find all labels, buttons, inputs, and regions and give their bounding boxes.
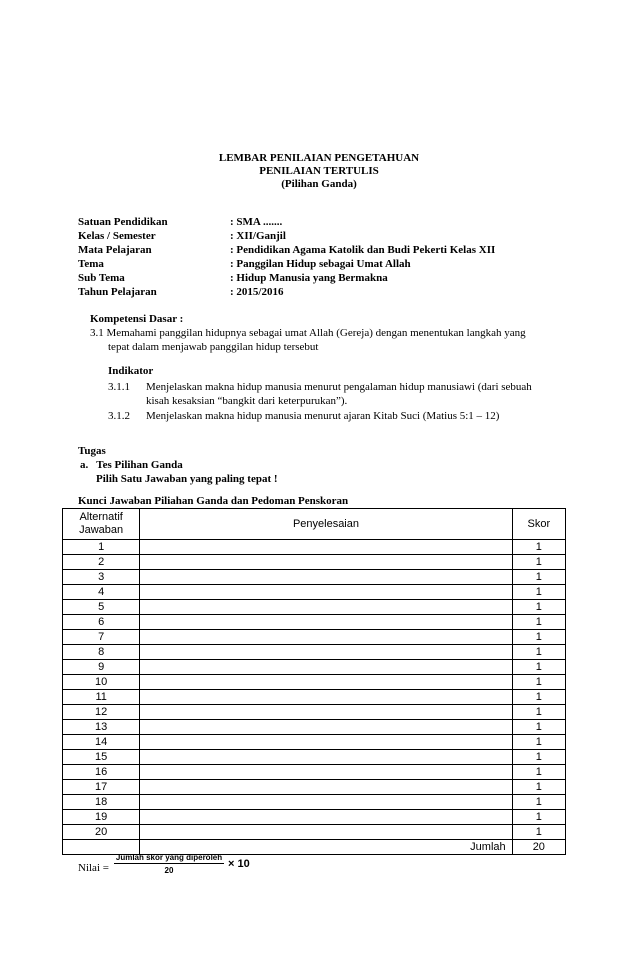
info-label: Tema <box>78 258 104 270</box>
answer-score: 1 <box>512 825 565 840</box>
answer-score: 1 <box>512 735 565 750</box>
table-row <box>63 645 566 660</box>
answer-solution-cell <box>140 705 512 720</box>
answer-score: 1 <box>512 600 565 615</box>
answer-solution-cell <box>140 690 512 705</box>
answer-score: 1 <box>512 660 565 675</box>
answer-score: 1 <box>512 705 565 720</box>
table-row <box>63 780 566 795</box>
answer-solution-cell <box>140 795 512 810</box>
table-row <box>63 585 566 600</box>
answer-number: 16 <box>63 765 140 780</box>
formula-numerator: Jumlah skor yang diperoleh <box>115 853 223 862</box>
answer-solution-cell <box>140 780 512 795</box>
indikator-heading: Indikator <box>108 365 154 377</box>
indikator-text: Menjelaskan makna hidup manusia menurut ajaran Kitab Suci (Matius 5:1 – 12) <box>146 410 500 422</box>
answer-solution-cell <box>140 660 512 675</box>
info-value: : XII/Ganjil <box>230 230 286 242</box>
nilai-label: Nilai = <box>78 862 109 874</box>
formula-denominator: 20 <box>164 866 174 875</box>
answer-score: 1 <box>512 540 565 555</box>
table-row <box>63 600 566 615</box>
info-value: : Pendidikan Agama Katolik dan Budi Pekerti Kelas XII <box>230 244 496 256</box>
answer-solution-cell <box>140 630 512 645</box>
info-value: : Panggilan Hidup sebagai Umat Allah <box>230 258 411 270</box>
answer-score: 1 <box>512 795 565 810</box>
answer-score: 1 <box>512 570 565 585</box>
answer-solution-cell <box>140 540 512 555</box>
table-row <box>63 690 566 705</box>
info-row <box>78 258 598 272</box>
table-body <box>63 540 566 840</box>
table-row <box>63 720 566 735</box>
answer-number: 2 <box>63 555 140 570</box>
table-row <box>63 615 566 630</box>
answer-number: 4 <box>63 585 140 600</box>
answer-solution-cell <box>140 600 512 615</box>
doc-subtitle: PENILAIAN TERTULIS <box>259 165 379 177</box>
answer-score: 1 <box>512 630 565 645</box>
answer-solution-cell <box>140 810 512 825</box>
answer-number: 5 <box>63 600 140 615</box>
tugas-heading: Tugas <box>78 445 106 457</box>
answer-number: 6 <box>63 615 140 630</box>
kd-text: 3.1 Memahami panggilan hidupnya sebagai umat Allah (Gereja) dengan menentukan langkah yang <box>90 327 526 339</box>
answer-number: 19 <box>63 810 140 825</box>
formula-multiplier: × 10 <box>228 858 250 870</box>
answer-number: 10 <box>63 675 140 690</box>
table-row <box>63 630 566 645</box>
info-value: : 2015/2016 <box>230 286 284 298</box>
info-label: Kelas / Semester <box>78 230 156 242</box>
answer-score: 1 <box>512 750 565 765</box>
indikator-text: Menjelaskan makna hidup manusia menurut pengalaman hidup manusiawi (dari sebuah <box>146 381 532 393</box>
info-value: : Hidup Manusia yang Bermakna <box>230 272 388 284</box>
col-header-alternatif-line1: Alternatif <box>79 511 123 523</box>
kunci-heading: Kunci Jawaban Piliahan Ganda dan Pedoman Penskoran <box>78 495 349 507</box>
answer-number: 13 <box>63 720 140 735</box>
indikator-number: 3.1.1 <box>108 381 130 393</box>
answer-score: 1 <box>512 765 565 780</box>
answer-number: 14 <box>63 735 140 750</box>
answer-number: 17 <box>63 780 140 795</box>
info-row <box>78 244 598 258</box>
table-header-row <box>63 509 566 540</box>
doc-subtitle-type: (Pilihan Ganda) <box>281 178 357 190</box>
answer-solution-cell <box>140 675 512 690</box>
answer-solution-cell <box>140 720 512 735</box>
answer-solution-cell <box>140 825 512 840</box>
answer-score: 1 <box>512 810 565 825</box>
kd-text-cont: tepat dalam menjawab panggilan hidup tersebut <box>108 341 319 353</box>
col-header-alternatif-line2: Jawaban <box>79 524 124 536</box>
info-label: Sub Tema <box>78 272 125 284</box>
tugas-item-a: a. Tes Pilihan Ganda <box>80 459 183 471</box>
table-row <box>63 540 566 555</box>
table-row <box>63 810 566 825</box>
answer-number: 20 <box>63 825 140 840</box>
answer-number: 1 <box>63 540 140 555</box>
answer-number: 11 <box>63 690 140 705</box>
col-header-skor: Skor <box>512 509 565 540</box>
answer-number: 3 <box>63 570 140 585</box>
info-row <box>78 272 598 286</box>
answer-solution-cell <box>140 585 512 600</box>
table-row <box>63 750 566 765</box>
answer-key-table <box>62 508 566 855</box>
indikator-number: 3.1.2 <box>108 410 130 422</box>
answer-number: 18 <box>63 795 140 810</box>
answer-number: 9 <box>63 660 140 675</box>
kompetensi-heading: Kompetensi Dasar : <box>90 313 184 325</box>
answer-solution-cell <box>140 765 512 780</box>
info-label: Satuan Pendidikan <box>78 216 168 228</box>
tugas-instruction: Pilih Satu Jawaban yang paling tepat ! <box>96 473 278 485</box>
answer-solution-cell <box>140 555 512 570</box>
info-row <box>78 286 598 300</box>
answer-score: 1 <box>512 585 565 600</box>
answer-score: 1 <box>512 615 565 630</box>
jumlah-value: 20 <box>512 840 565 855</box>
doc-title: LEMBAR PENILAIAN PENGETAHUAN <box>218 152 420 164</box>
answer-solution-cell <box>140 570 512 585</box>
table-row <box>63 825 566 840</box>
answer-solution-cell <box>140 750 512 765</box>
table-row <box>63 735 566 750</box>
info-label: Tahun Pelajaran <box>78 286 157 298</box>
table-row <box>63 795 566 810</box>
table-row <box>63 570 566 585</box>
answer-score: 1 <box>512 645 565 660</box>
answer-solution-cell <box>140 735 512 750</box>
info-value: : SMA ....... <box>230 216 283 228</box>
jumlah-label: Jumlah <box>140 840 512 855</box>
col-header-penyelesaian: Penyelesaian <box>140 509 512 540</box>
table-row <box>63 705 566 720</box>
info-row <box>78 230 598 244</box>
answer-score: 1 <box>512 780 565 795</box>
table-row <box>63 675 566 690</box>
answer-solution-cell <box>140 645 512 660</box>
answer-score: 1 <box>512 555 565 570</box>
answer-number: 8 <box>63 645 140 660</box>
answer-score: 1 <box>512 690 565 705</box>
info-label: Mata Pelajaran <box>78 244 152 256</box>
table-row <box>63 765 566 780</box>
table-row <box>63 555 566 570</box>
answer-score: 1 <box>512 675 565 690</box>
answer-number: 15 <box>63 750 140 765</box>
col-header-alternatif <box>63 509 140 540</box>
answer-number: 7 <box>63 630 140 645</box>
answer-score: 1 <box>512 720 565 735</box>
table-row <box>63 660 566 675</box>
info-row <box>78 216 598 230</box>
indikator-text-cont: kisah kesaksian “bangkit dari keterpurukan”). <box>146 395 348 407</box>
answer-number: 12 <box>63 705 140 720</box>
answer-solution-cell <box>140 615 512 630</box>
